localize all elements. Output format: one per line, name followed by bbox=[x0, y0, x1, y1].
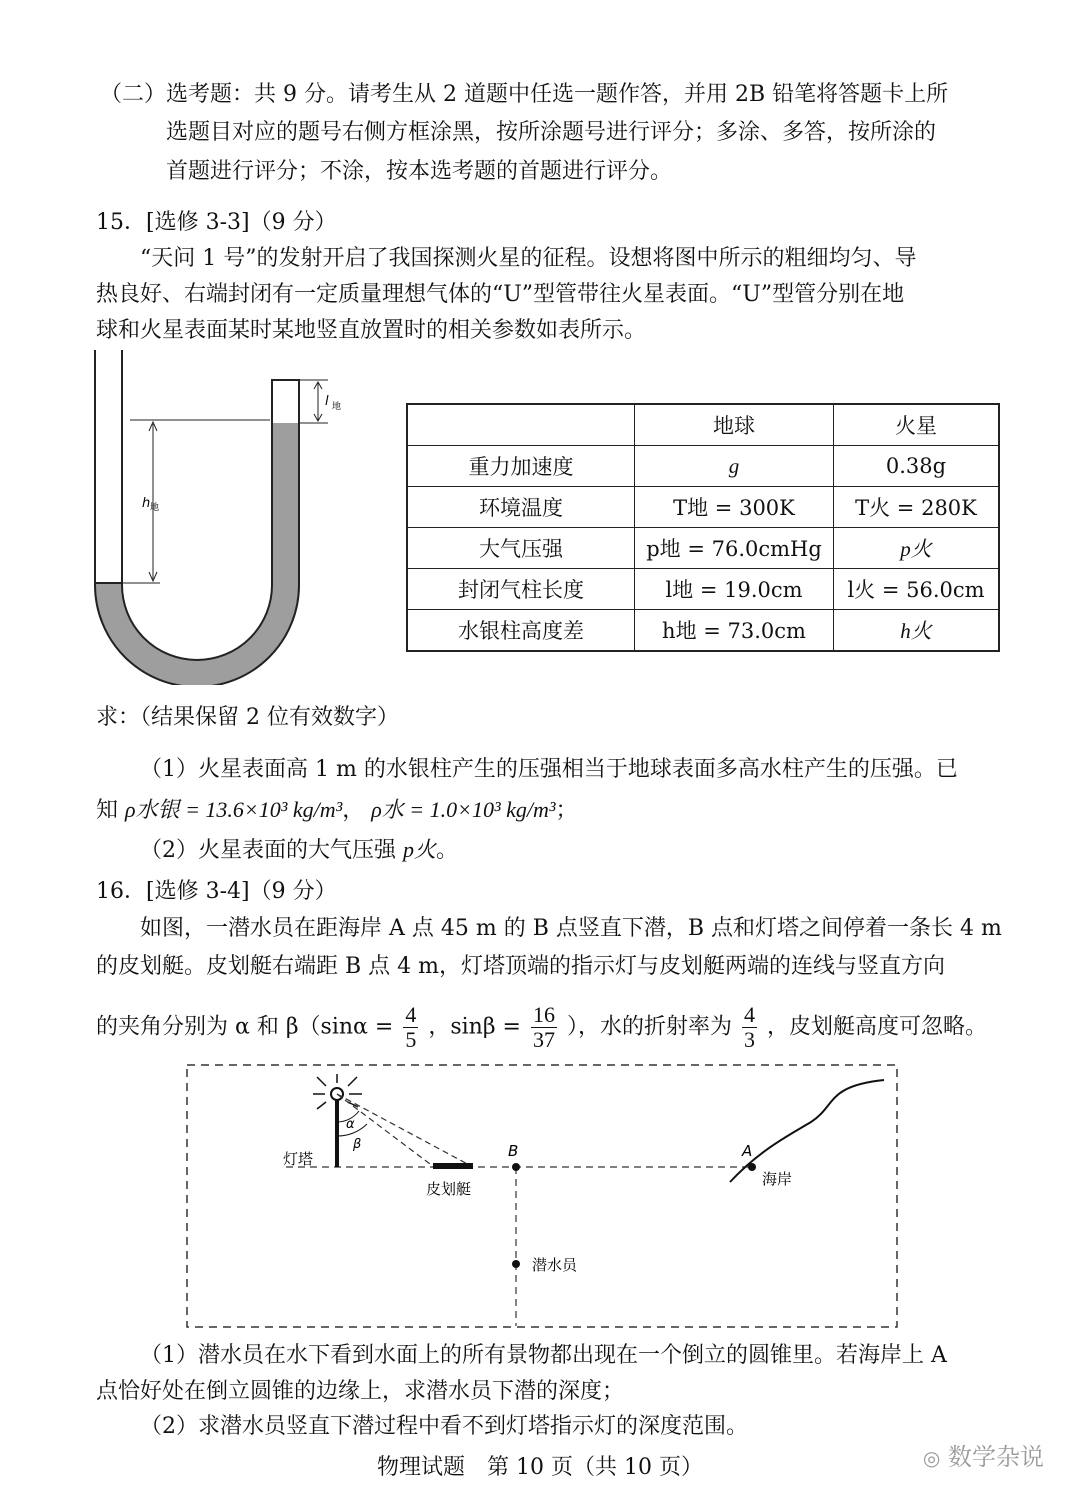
fraction-refractive-index bbox=[742, 1003, 757, 1052]
q15-para-line3: 球和火星表面某时某地竖直放置时的相关参数如表所示。 bbox=[96, 318, 647, 343]
q16-para-line2: 的皮划艇。皮划艇右端距 B 点 4 m，灯塔顶端的指示灯与皮划艇两端的连线与竖直方向 bbox=[96, 954, 946, 979]
q16-text-d: ，皮划艇高度可忽略。 bbox=[767, 1014, 988, 1040]
table-header-row bbox=[407, 404, 999, 446]
q15-para-line1: “天问 1 号”的发射开启了我国探测火星的征程。设想将图中所示的粗细均匀、导 bbox=[140, 246, 917, 271]
watermark-text: 数学杂说 bbox=[948, 1443, 1044, 1471]
table-row bbox=[407, 528, 999, 569]
q15-sub1-line1: （1）火星表面高 1 m 的水银柱产生的压强相当于地球表面多高水柱产生的压强。已 bbox=[140, 757, 958, 782]
diver-point bbox=[512, 1260, 520, 1268]
section-heading-line3: 首题进行评分；不涂，按本选考题的首题进行评分。 bbox=[166, 159, 673, 184]
shore-label: 海岸 bbox=[762, 1170, 793, 1188]
diver-label: 潜水员 bbox=[532, 1256, 578, 1274]
fraction-sin-beta bbox=[531, 1003, 557, 1052]
q16-header: 16．[选修 3-4]（9 分） bbox=[96, 879, 337, 904]
l-earth-sub: 地 bbox=[332, 402, 342, 412]
table-row bbox=[407, 446, 999, 487]
frac-num: 16 bbox=[533, 1002, 555, 1027]
page-footer: 物理试题 第 10 页（共 10 页） bbox=[377, 1455, 703, 1480]
frac-num: 4 bbox=[744, 1002, 756, 1027]
frac-den: 37 bbox=[533, 1027, 555, 1052]
fraction-sin-alpha bbox=[403, 1003, 418, 1052]
q15-ask: 求：（结果保留 2 位有效数字） bbox=[96, 705, 399, 730]
frac-num: 4 bbox=[405, 1002, 417, 1027]
table-cell: 封闭气柱长度 bbox=[407, 569, 635, 610]
q15-sub2 bbox=[140, 835, 458, 866]
table-cell: g bbox=[635, 446, 834, 487]
table-header-cell: 火星 bbox=[834, 404, 1000, 446]
frac-den: 5 bbox=[405, 1027, 417, 1052]
table-cell: l地 = 19.0cm bbox=[635, 569, 834, 610]
u-tube-figure bbox=[80, 345, 370, 685]
table-row bbox=[407, 610, 999, 652]
table-cell: T地 = 300K bbox=[635, 487, 834, 528]
q15-para-line2: 热良好、右端封闭有一定质量理想气体的“U”型管带往火星表面。“U”型管分别在地 bbox=[96, 282, 905, 307]
table-row bbox=[407, 569, 999, 610]
q16-text-c: ），水的折射率为 bbox=[567, 1014, 733, 1040]
frac-den: 3 bbox=[744, 1027, 756, 1052]
table-cell: p地 = 76.0cmHg bbox=[635, 528, 834, 569]
table-cell: T火 = 280K bbox=[834, 487, 1000, 528]
q16-sub1-line2: 点恰好处在倒立圆锥的边缘上，求潜水员下潜的深度； bbox=[96, 1379, 625, 1404]
table-cell: 水银柱高度差 bbox=[407, 610, 635, 652]
table-cell: 环境温度 bbox=[407, 487, 635, 528]
l-earth-label: l bbox=[325, 394, 329, 409]
table-cell: l火 = 56.0cm bbox=[834, 569, 1000, 610]
kayak-shape bbox=[433, 1163, 473, 1169]
h-earth-label: h bbox=[142, 496, 151, 511]
table-row bbox=[407, 487, 999, 528]
table-cell: 大气压强 bbox=[407, 528, 635, 569]
watermark bbox=[923, 1437, 1044, 1472]
lighthouse-figure bbox=[186, 1064, 898, 1329]
q15-sub1-line2: 知 ρ水银 = 13.6×10³ kg/m³， ρ水 = 1.0×10³ kg/m³； bbox=[96, 797, 578, 823]
section-heading-line1: （二）选考题：共 9 分。请考生从 2 道题中任选一题作答，并用 2B 铅笔将答题卡上所 bbox=[100, 82, 949, 107]
beta-label: β bbox=[353, 1137, 362, 1152]
wechat-icon: ◎ bbox=[922, 1446, 941, 1470]
q16-sub1-line1: （1）潜水员在水下看到水面上的所有景物都出现在一个倒立的圆锥里。若海岸上 A bbox=[140, 1343, 947, 1368]
h-earth-sub: 地 bbox=[150, 503, 160, 513]
table-cell: 0.38g bbox=[834, 446, 1000, 487]
q15-sub2-end: 。 bbox=[436, 838, 459, 863]
rho-water: ρ水 = 1.0×10³ kg/m³ bbox=[371, 797, 556, 822]
q15-header: 15．[选修 3-3]（9 分） bbox=[96, 210, 337, 235]
table-cell: h火 bbox=[834, 610, 1000, 652]
q16-sub2: （2）求潜水员竖直下潜过程中看不到灯塔指示灯的深度范围。 bbox=[140, 1414, 748, 1439]
lighthouse-label: 灯塔 bbox=[283, 1150, 314, 1168]
q16-para-line1: 如图，一潜水员在距海岸 A 点 45 m 的 B 点竖直下潜，B 点和灯塔之间停着一条长 4 m bbox=[140, 916, 1002, 941]
table-cell: p火 bbox=[834, 528, 1000, 569]
q15-sub1-prefix: 知 bbox=[96, 798, 119, 823]
parameters-table bbox=[406, 403, 1000, 652]
point-b bbox=[512, 1163, 520, 1171]
q16-text-a: 的夹角分别为 α 和 β（sinα = bbox=[96, 1014, 394, 1040]
q16-para-line3 bbox=[96, 1003, 987, 1052]
table-cell: 重力加速度 bbox=[407, 446, 635, 487]
table-cell: h地 = 73.0cm bbox=[635, 610, 834, 652]
p-mars-symbol: p火 bbox=[403, 837, 437, 862]
table-header-cell: 地球 bbox=[635, 404, 834, 446]
q16-text-b: ，sinβ = bbox=[428, 1014, 521, 1040]
b-label: B bbox=[508, 1142, 519, 1160]
a-label: A bbox=[742, 1142, 753, 1160]
section-heading-line2: 选题目对应的题号右侧方框涂黑，按所涂题号进行评分；多涂、多答，按所涂的 bbox=[166, 120, 937, 145]
table-header-cell bbox=[407, 404, 635, 446]
alpha-label: α bbox=[346, 1117, 355, 1132]
q15-sub2-text: （2）火星表面的大气压强 bbox=[140, 838, 396, 863]
rho-mercury: ρ水银 = 13.6×10³ kg/m³ bbox=[125, 797, 343, 822]
kayak-label: 皮划艇 bbox=[426, 1180, 472, 1198]
